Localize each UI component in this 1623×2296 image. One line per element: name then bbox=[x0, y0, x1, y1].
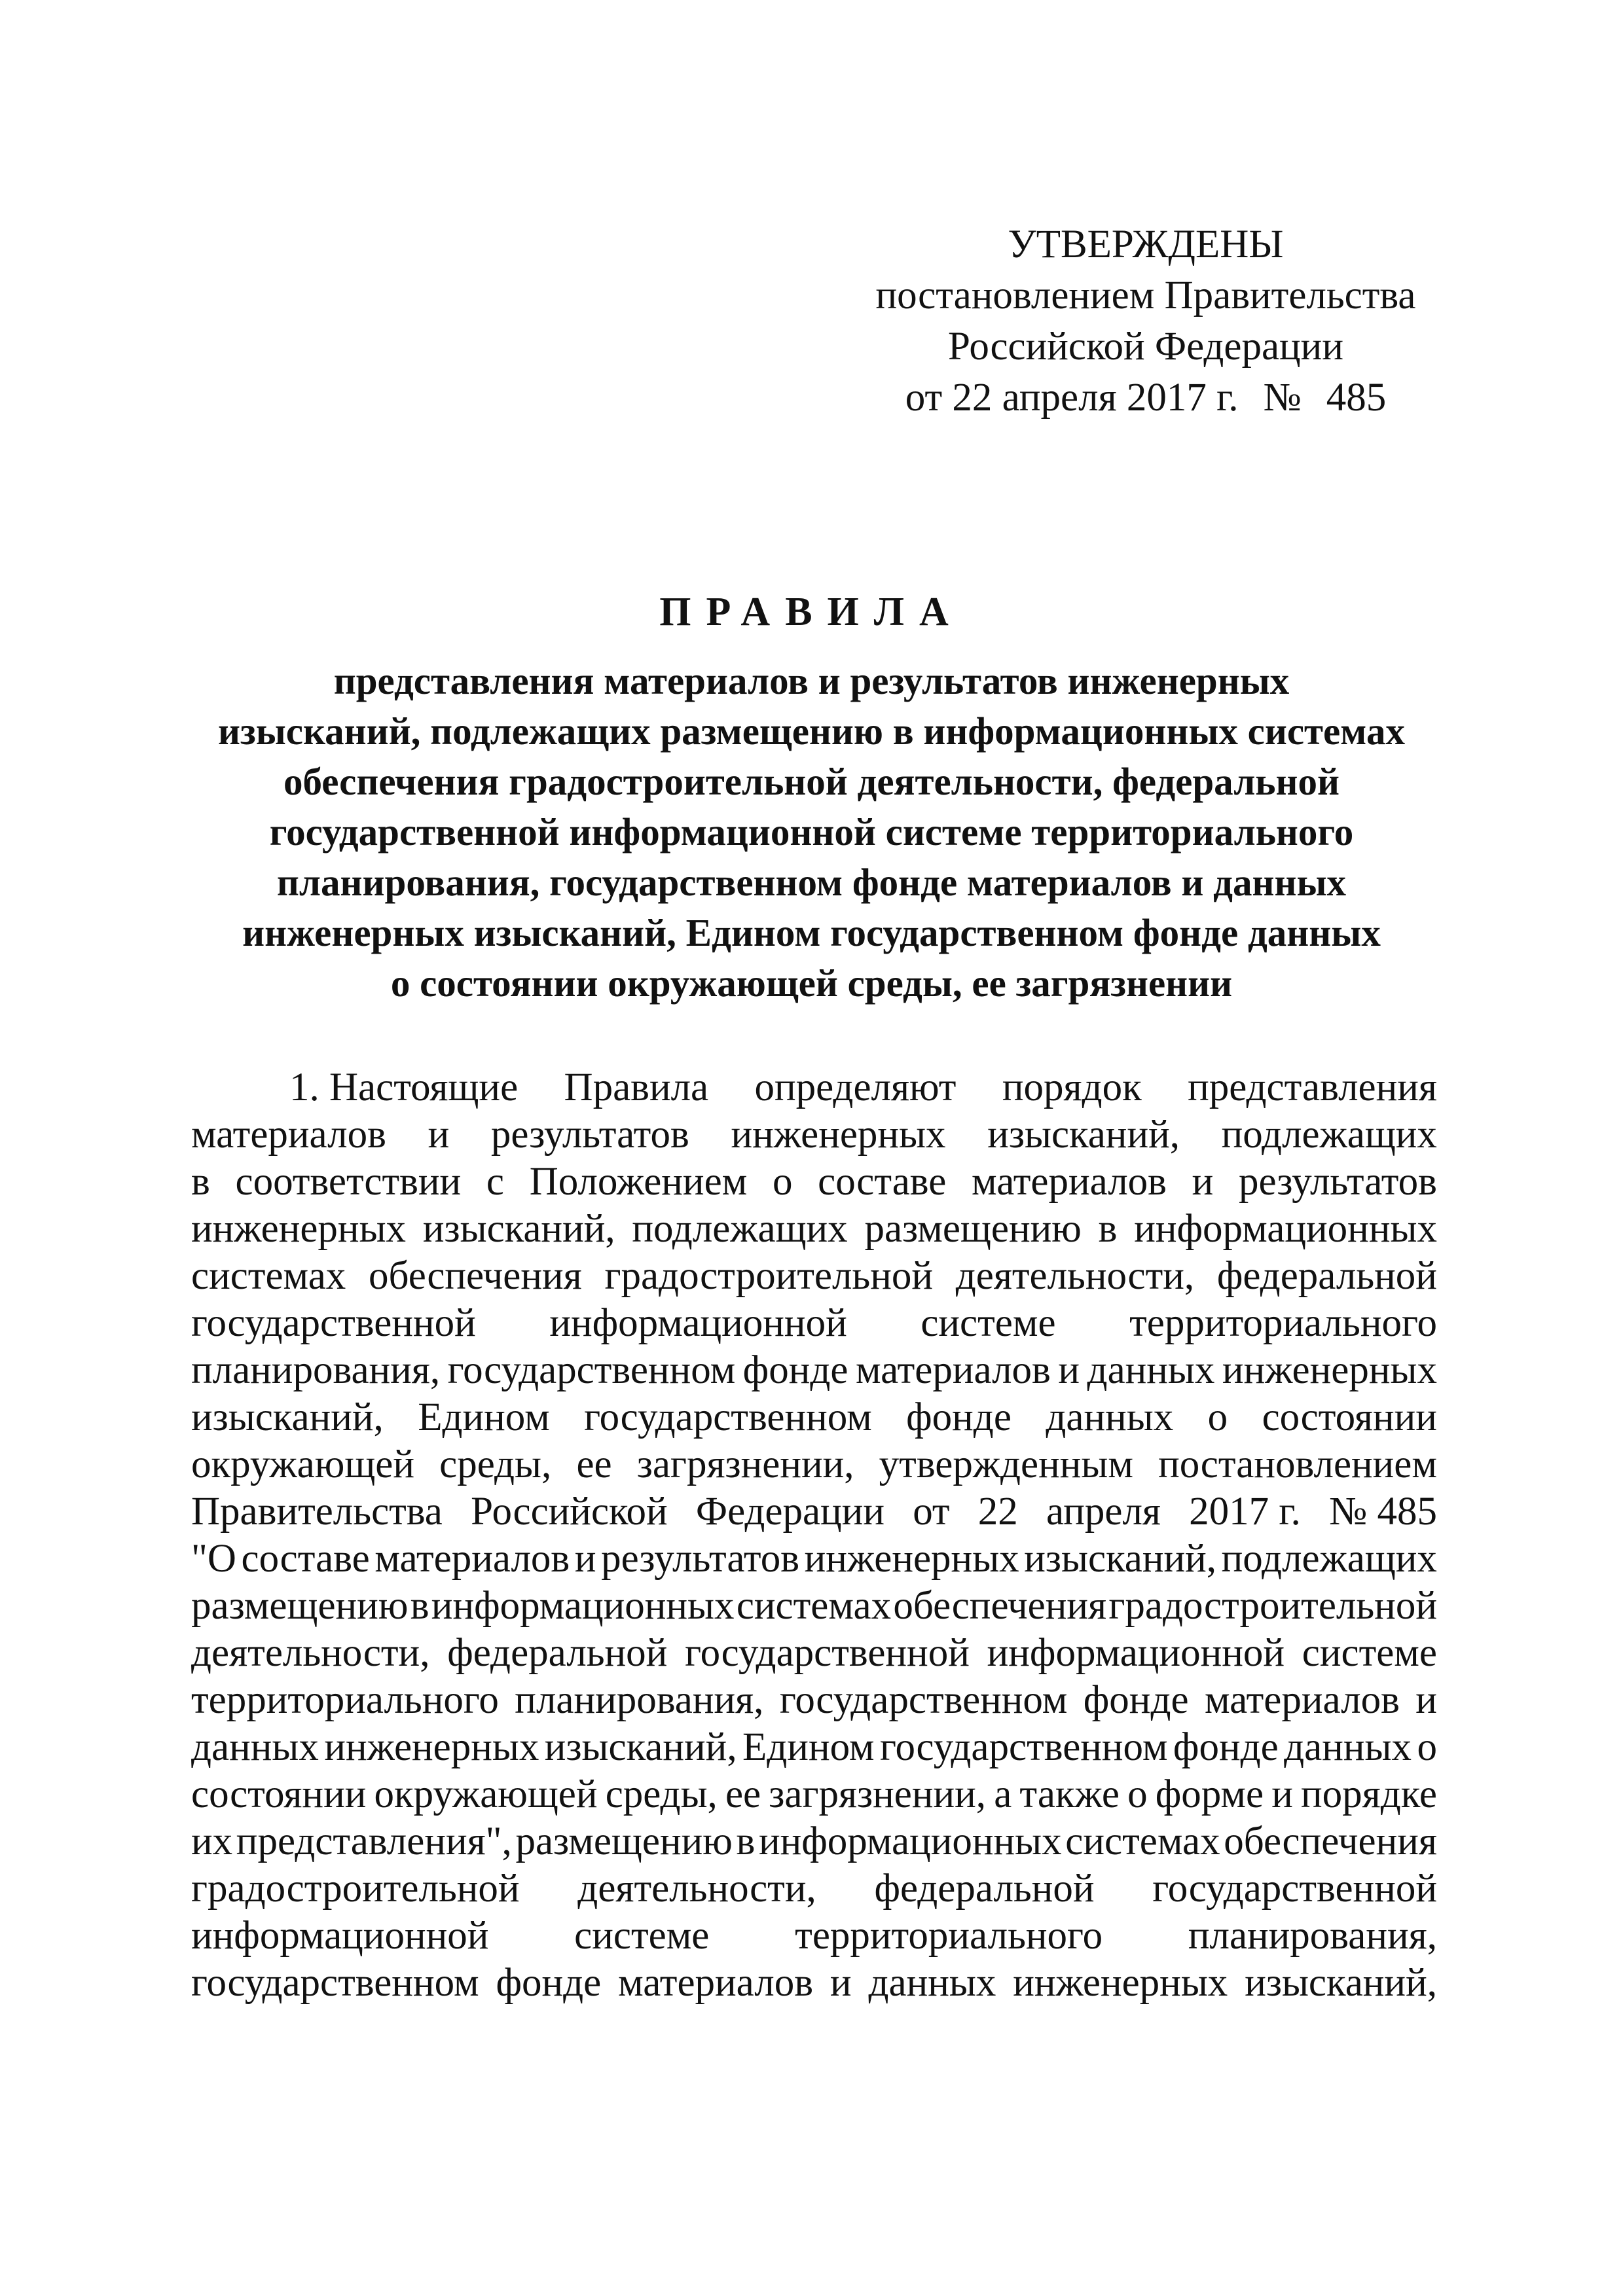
body-word: изысканий, bbox=[544, 1725, 737, 1769]
body-word: обеспечения bbox=[893, 1584, 1107, 1628]
document-body bbox=[191, 1064, 1437, 2007]
body-word: результатов bbox=[1239, 1160, 1437, 1204]
approval-date-line bbox=[851, 372, 1440, 423]
body-word: и bbox=[1271, 1772, 1293, 1816]
body-line bbox=[191, 1912, 1437, 1960]
body-word: материалов bbox=[972, 1160, 1167, 1204]
body-word: подлежащих bbox=[1221, 1537, 1437, 1581]
body-word: материалов bbox=[191, 1113, 386, 1157]
body-word: изысканий, bbox=[1245, 1961, 1437, 2005]
body-word: размещению bbox=[864, 1207, 1082, 1251]
body-word: государственном bbox=[584, 1395, 872, 1439]
approval-heading: УТВЕРЖДЕНЫ bbox=[1008, 223, 1284, 266]
body-word: федеральной bbox=[874, 1867, 1095, 1910]
body-word: информационных bbox=[1134, 1207, 1437, 1251]
subtitle-line: о состоянии окружающей среды, ее загрязнении bbox=[390, 961, 1233, 1005]
body-word: территориального bbox=[191, 1678, 499, 1722]
body-word: результатов bbox=[490, 1113, 689, 1157]
body-line bbox=[191, 1865, 1437, 1912]
body-word: изысканий, bbox=[1024, 1537, 1217, 1581]
body-word: фонде bbox=[1173, 1725, 1279, 1769]
subtitle-line: планирования, государственном фонде материалов и данных bbox=[276, 861, 1347, 904]
body-word: фонде bbox=[742, 1348, 848, 1392]
body-line bbox=[191, 1111, 1437, 1158]
body-word: материалов bbox=[1204, 1678, 1400, 1722]
body-word: и bbox=[830, 1961, 852, 2005]
body-word: 2017 г. bbox=[1189, 1490, 1301, 1534]
body-line bbox=[191, 1960, 1437, 2007]
body-word: в bbox=[1098, 1207, 1118, 1251]
approval-number: 485 bbox=[1326, 376, 1387, 420]
body-line bbox=[191, 1441, 1437, 1488]
body-word: изысканий, bbox=[191, 1395, 384, 1439]
subtitle-line: представления материалов и результатов инженерных bbox=[333, 659, 1290, 702]
body-word: инженерных bbox=[191, 1207, 407, 1251]
body-word: фонде bbox=[906, 1395, 1012, 1439]
body-word: утвержденным bbox=[879, 1443, 1133, 1486]
subtitle-line: инженерных изысканий, Едином государственном фонде данных bbox=[242, 911, 1381, 954]
body-word: обеспечения bbox=[1224, 1820, 1437, 1863]
body-word: состоянии bbox=[1262, 1395, 1437, 1439]
body-line bbox=[191, 1535, 1437, 1583]
body-word: фонде bbox=[1083, 1678, 1189, 1722]
body-word: о bbox=[772, 1160, 793, 1204]
body-word: "О bbox=[191, 1537, 236, 1581]
body-word: постановлением bbox=[1158, 1443, 1437, 1486]
body-word: Правила bbox=[564, 1066, 709, 1109]
body-word: изысканий, bbox=[987, 1113, 1180, 1157]
body-word: а bbox=[994, 1772, 1012, 1816]
body-word: Едином bbox=[418, 1395, 550, 1439]
body-word: форме bbox=[1155, 1772, 1264, 1816]
body-word: среды, bbox=[605, 1772, 718, 1816]
body-word: инженерных bbox=[731, 1113, 946, 1157]
body-line bbox=[191, 1253, 1437, 1300]
body-word: 1. Настоящие bbox=[289, 1066, 519, 1109]
body-word: деятельности, bbox=[577, 1867, 816, 1910]
body-line bbox=[191, 1771, 1437, 1818]
body-word: размещению bbox=[515, 1820, 733, 1863]
body-word: системе bbox=[574, 1914, 710, 1958]
body-line bbox=[191, 1158, 1437, 1206]
body-word: загрязнении, bbox=[636, 1443, 854, 1486]
body-word: информационной bbox=[549, 1301, 847, 1345]
body-word: и bbox=[1058, 1348, 1080, 1392]
body-line bbox=[191, 1583, 1437, 1630]
body-word: и bbox=[574, 1537, 596, 1581]
body-word: Российской bbox=[471, 1490, 668, 1534]
body-word: их bbox=[191, 1820, 233, 1863]
body-word: состоянии bbox=[191, 1772, 367, 1816]
body-line bbox=[191, 1818, 1437, 1865]
approval-decree-line: постановлением Правительства bbox=[875, 274, 1416, 317]
body-word: также bbox=[1019, 1772, 1120, 1816]
body-line bbox=[191, 1724, 1437, 1771]
body-word: инженерных bbox=[324, 1725, 539, 1769]
body-word: информационных bbox=[431, 1584, 735, 1628]
approval-government-line: Российской Федерации bbox=[948, 325, 1343, 368]
body-word: подлежащих bbox=[1221, 1113, 1437, 1157]
body-word: территориального bbox=[795, 1914, 1103, 1958]
body-word: государственной bbox=[191, 1301, 476, 1345]
body-word: ее bbox=[576, 1443, 612, 1486]
body-word: Положением bbox=[529, 1160, 748, 1204]
body-word: государственном bbox=[879, 1725, 1168, 1769]
body-word: инженерных bbox=[1013, 1961, 1228, 2005]
body-word: с bbox=[486, 1160, 504, 1204]
body-line bbox=[191, 1394, 1437, 1441]
body-word: деятельности, bbox=[191, 1631, 430, 1675]
body-word: системах bbox=[191, 1254, 346, 1298]
body-word: государственной bbox=[685, 1631, 970, 1675]
body-word: градостроительной bbox=[191, 1867, 520, 1910]
body-word: от bbox=[913, 1490, 950, 1534]
body-word: федеральной bbox=[1216, 1254, 1437, 1298]
body-word: составе bbox=[818, 1160, 947, 1204]
body-word: планирования, bbox=[515, 1678, 764, 1722]
body-word: о bbox=[1207, 1395, 1228, 1439]
body-word: Едином bbox=[742, 1725, 875, 1769]
body-word: системах bbox=[1065, 1820, 1220, 1863]
subtitle-line: государственной информационной системе территориального bbox=[269, 810, 1354, 853]
body-word: обеспечения bbox=[369, 1254, 582, 1298]
body-word: 22 bbox=[977, 1490, 1018, 1534]
body-word: № 485 bbox=[1329, 1490, 1437, 1534]
subtitle-line: обеспечения градостроительной деятельности, федеральной bbox=[283, 760, 1340, 803]
body-line bbox=[191, 1347, 1437, 1394]
body-word: подлежащих bbox=[632, 1207, 848, 1251]
body-word: системе bbox=[1302, 1631, 1437, 1675]
body-word: фонде bbox=[496, 1961, 602, 2005]
body-word: государственном bbox=[779, 1678, 1068, 1722]
body-word: результатов bbox=[601, 1537, 800, 1581]
body-word: данных bbox=[1087, 1348, 1215, 1392]
body-word: информационной bbox=[987, 1631, 1285, 1675]
body-line bbox=[191, 1630, 1437, 1677]
body-word: данных bbox=[1046, 1395, 1174, 1439]
approval-stamp bbox=[851, 219, 1440, 423]
body-word: территориального bbox=[1129, 1301, 1437, 1345]
body-word: деятельности, bbox=[955, 1254, 1195, 1298]
body-word: Федерации bbox=[695, 1490, 884, 1534]
body-line bbox=[191, 1206, 1437, 1253]
body-word: государственном bbox=[191, 1961, 479, 2005]
body-word: и bbox=[428, 1113, 450, 1157]
body-word: данных bbox=[1284, 1725, 1412, 1769]
document-title: ПРАВИЛА bbox=[659, 590, 964, 634]
body-word: данных bbox=[191, 1725, 319, 1769]
body-word: окружающей bbox=[374, 1772, 598, 1816]
document-subtitle bbox=[196, 656, 1427, 1009]
body-word: апреля bbox=[1046, 1490, 1161, 1534]
body-line bbox=[191, 1488, 1437, 1535]
body-word: материалов bbox=[374, 1537, 570, 1581]
body-word: инженерных bbox=[1222, 1348, 1437, 1392]
body-word: системе bbox=[921, 1301, 1056, 1345]
body-word: представления", bbox=[236, 1820, 512, 1863]
body-word: в bbox=[191, 1160, 210, 1204]
body-line bbox=[191, 1300, 1437, 1347]
body-word: порядок bbox=[1002, 1066, 1142, 1109]
body-word: планирования, bbox=[1188, 1914, 1437, 1958]
body-word: о bbox=[1127, 1772, 1148, 1816]
body-word: ее bbox=[725, 1772, 761, 1816]
body-word: материалов bbox=[855, 1348, 1051, 1392]
body-word: информационной bbox=[191, 1914, 489, 1958]
body-word: в bbox=[736, 1820, 756, 1863]
approval-date: от 22 апреля 2017 г. bbox=[905, 376, 1239, 420]
body-word: и bbox=[1415, 1678, 1437, 1722]
body-word: и bbox=[1192, 1160, 1214, 1204]
body-word: информационных bbox=[758, 1820, 1062, 1863]
body-word: планирования, bbox=[191, 1348, 441, 1392]
body-word: государственном bbox=[447, 1348, 736, 1392]
body-line bbox=[191, 1677, 1437, 1724]
body-word: в bbox=[410, 1584, 429, 1628]
body-word: данных bbox=[868, 1961, 996, 2005]
body-line bbox=[191, 1064, 1437, 1111]
body-word: системах bbox=[736, 1584, 892, 1628]
body-word: порядке bbox=[1301, 1772, 1437, 1816]
body-word: изысканий, bbox=[422, 1207, 615, 1251]
body-word: окружающей bbox=[191, 1443, 415, 1486]
body-word: градостроительной bbox=[1108, 1584, 1437, 1628]
body-word: составе bbox=[241, 1537, 370, 1581]
body-word: загрязнении, bbox=[769, 1772, 987, 1816]
body-word: инженерных bbox=[804, 1537, 1019, 1581]
body-word: государственной bbox=[1152, 1867, 1437, 1910]
body-word: определяют bbox=[754, 1066, 957, 1109]
body-word: представления bbox=[1188, 1066, 1437, 1109]
body-word: градостроительной bbox=[604, 1254, 933, 1298]
subtitle-line: изысканий, подлежащих размещению в информационных системах bbox=[218, 709, 1405, 753]
body-word: среды, bbox=[439, 1443, 552, 1486]
body-word: о bbox=[1417, 1725, 1437, 1769]
approval-number-sign: № bbox=[1263, 376, 1302, 420]
body-word: Правительства bbox=[191, 1490, 443, 1534]
body-word: материалов bbox=[618, 1961, 814, 2005]
body-word: размещению bbox=[191, 1584, 409, 1628]
body-word: соответствии bbox=[235, 1160, 462, 1204]
body-word: федеральной bbox=[447, 1631, 668, 1675]
